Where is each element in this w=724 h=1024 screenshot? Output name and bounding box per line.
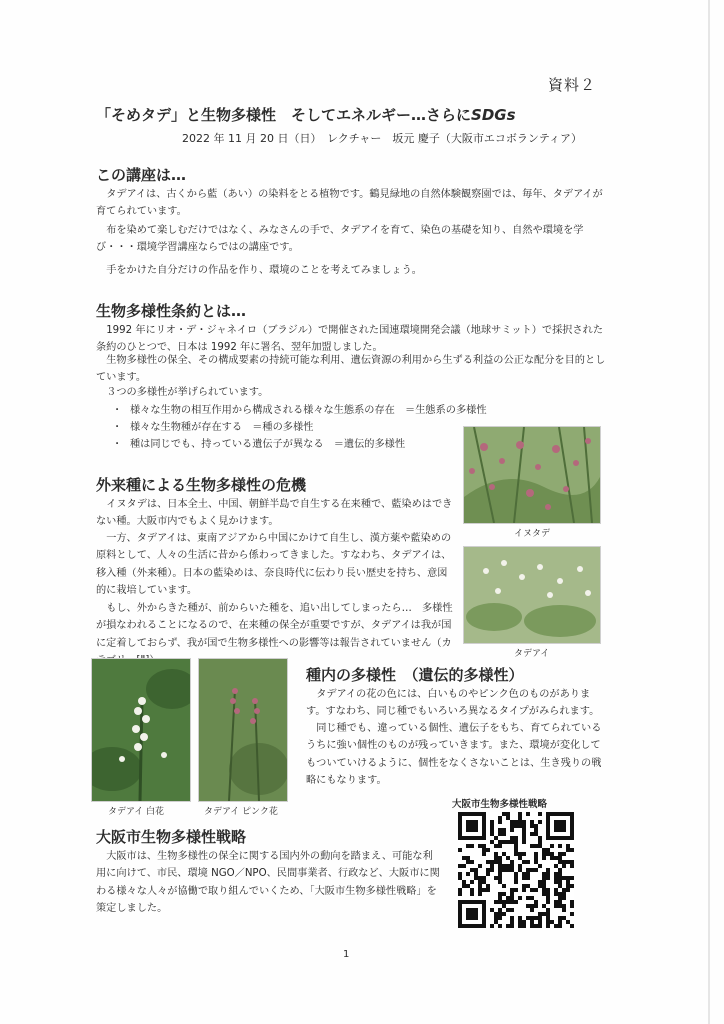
alien-species-heading: 外来種による生物多様性の危機	[96, 476, 307, 494]
qr-code-title: 大阪市生物多様性戦略	[452, 799, 548, 810]
white-flower-caption: タデアイ 白花	[108, 807, 165, 817]
intro-heading: この講座は…	[96, 166, 187, 184]
osaka-strategy-heading: 大阪市生物多様性戦略	[96, 828, 247, 846]
inutade-caption: イヌタデ	[514, 529, 551, 539]
page-edge	[708, 0, 710, 1024]
osaka-paragraph: 大阪市は、生物多様性の保全に関する国内外の動向を踏まえ、可能な利用に向けて、市民、環境 NGO／NPO、民間事業者、行政など、大阪市に関わる様々な人々が協働で取り組んでいくため、「大阪市生物多様性戦略」を策定しました。	[96, 851, 440, 915]
title-main: 「そめタデ」と生物多様性 そしてエネルギー…さらに	[96, 106, 472, 124]
alien-paragraph-1: イヌタデは、日本全土、中国、朝鮮半島で自生する在来種で、藍染めはできない種。大阪市内でもよく見かけます。	[96, 499, 453, 528]
tadeai-photo	[463, 546, 601, 644]
genetic-paragraph-2: 同じ種でも、違っている個性、遺伝子をもち、育てられているうちに強い個性のものが残っていきます。また、環境が変化してもついていけるように、個性をなくさないことは、生き残りの戦略にもなります。	[306, 723, 602, 787]
page-number: 1	[343, 949, 350, 960]
pink-flower-photo	[198, 658, 288, 802]
diversity-list-item-species: ・ 様々な生物種が存在する ＝種の多様性	[112, 419, 487, 436]
pink-flower-caption: タデアイ ピンク花	[204, 807, 278, 817]
diversity-list-item-genetic: ・ 種は同じでも、持っている遺伝子が異なる ＝遺伝的多様性	[112, 436, 487, 453]
diversity-list	[112, 402, 487, 453]
cbd-paragraph-1: 1992 年にリオ・デ・ジャネイロ（ブラジル）で開催された国連環境開発会議（地球サミット）で採択された条約のひとつで、日本は 1992 年に署名、翌年加盟しました。	[96, 325, 604, 354]
cbd-heading: 生物多様性条約とは…	[96, 302, 247, 320]
qr-code[interactable]	[458, 812, 574, 932]
tadeai-caption: タデアイ	[514, 649, 550, 659]
title-sdgs: SDGs	[471, 106, 516, 124]
intro-paragraph-2: 布を染めて楽しむだけではなく、みなさんの手で、タデアイを育て、染色の基礎を知り、自然や環境を学び・・・環境学習講座ならではの講座です。	[96, 225, 584, 254]
document-label: 資料２	[548, 76, 597, 94]
cbd-paragraph-3: ３つの多様性が挙げられています。	[106, 387, 269, 398]
inutade-photo	[463, 426, 601, 524]
intro-paragraph-1: タデアイは、古くから藍（あい）の染料をとる植物です。鶴見緑地の自然体験観察園では、毎年、タデアイが育てられています。	[96, 189, 603, 218]
genetic-diversity-heading: 種内の多様性 （遺伝的多様性）	[306, 666, 524, 684]
intro-paragraph-3: 手をかけた自分だけの作品を作り、環境のことを考えてみましょう。	[106, 265, 422, 276]
lecture-info: 2022 年 11 月 20 日（日） レクチャー 坂元 慶子（大阪市エコボランティア）	[182, 132, 583, 145]
alien-paragraph-2: 一方、タデアイは、東南アジアから中国にかけて自生し、漢方薬や藍染めの原料として、人々の生活に昔から係わってきました。すなわち、タデアイは、移入種（外来種）。日本の藍染めは、奈良時代に伝わり長い歴史を持ち、意図的に栽培しています。	[96, 533, 452, 597]
cbd-paragraph-2: 生物多様性の保全、その構成要素の持続可能な利用、遺伝資源の利用から生ずる利益の公正な配分を目的としています。	[96, 355, 606, 384]
alien-paragraph-3: もし、外からきた種が、前からいた種を、追い出してしまったら… 多様性が損なわれることになるので、在来種の保全が重要ですが、タデアイは我が国に定着しておらず、我が国で生物多様性への影響等は報告されていません（カ	[96, 603, 453, 649]
diversity-list-item-ecosystem: ・ 様々な生物の相互作用から構成される様々な生態系の存在 ＝生態系の多様性	[112, 402, 487, 419]
white-flower-photo	[91, 658, 191, 802]
genetic-paragraph-1: タデアイの花の色には、白いものやピンク色のものがあります。すなわち、同じ種でもいろいろ異なるタイプがみられます。	[306, 689, 600, 718]
document-title	[96, 104, 516, 125]
